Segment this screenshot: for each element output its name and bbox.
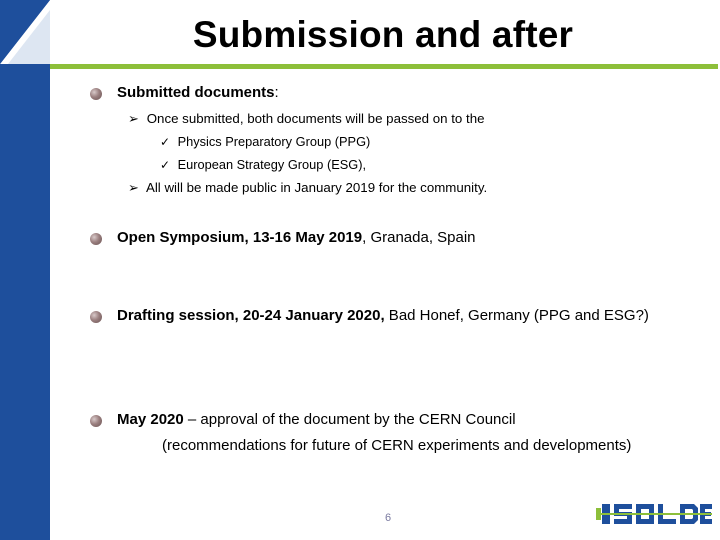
bullet-marker (90, 88, 102, 100)
page-number: 6 (384, 512, 392, 524)
isolde-logo (596, 498, 712, 528)
bullet-submitted-documents (117, 84, 279, 101)
bullet-continuation: (recommendations for future of CERN experiments and developments) (162, 437, 632, 454)
check-icon: ✓ (160, 158, 171, 172)
sub-bullet-public (128, 180, 487, 196)
bullet-text: – approval of the document by the CERN Council (183, 411, 516, 428)
title-underline (50, 64, 718, 69)
bullet-bold-text: Drafting session, 20-24 January 2020, (117, 307, 385, 324)
sub-bullet-once-submitted (128, 111, 485, 127)
corner-triangle-decoration (0, 0, 50, 64)
bullet-marker (90, 415, 102, 427)
bullet-text: : (274, 84, 279, 101)
bullet-marker (90, 233, 102, 245)
bullet-text: Bad Honef, Germany (PPG and ESG?) (384, 307, 649, 324)
bullet-bold-text: May 2020 (117, 411, 184, 428)
check-item-esg (160, 157, 366, 172)
sub-bullet-text: All will be made public in January 2019 for the community. (145, 180, 488, 195)
check-item-text: Physics Preparatory Group (PPG) (177, 134, 371, 149)
slide-title: Submission and after (192, 14, 574, 55)
bullet-bold-text: Open Symposium, 13-16 May 2019 (117, 229, 363, 246)
check-icon: ✓ (160, 135, 171, 149)
bullet-open-symposium (117, 229, 476, 246)
check-item-ppg (160, 134, 370, 149)
check-item-text: European Strategy Group (ESG), (177, 157, 367, 172)
bullet-text: , Granada, Spain (362, 229, 476, 246)
sub-bullet-text: Once submitted, both documents will be passed on to the (146, 111, 485, 126)
arrow-icon: ➢ (128, 111, 139, 126)
bullet-marker (90, 311, 102, 323)
left-sidebar-bar (0, 0, 50, 540)
arrow-icon: ➢ (128, 180, 139, 195)
bullet-bold-text: Submitted documents (117, 84, 275, 101)
bullet-may-2020 (117, 411, 516, 428)
bullet-drafting-session (117, 307, 649, 324)
